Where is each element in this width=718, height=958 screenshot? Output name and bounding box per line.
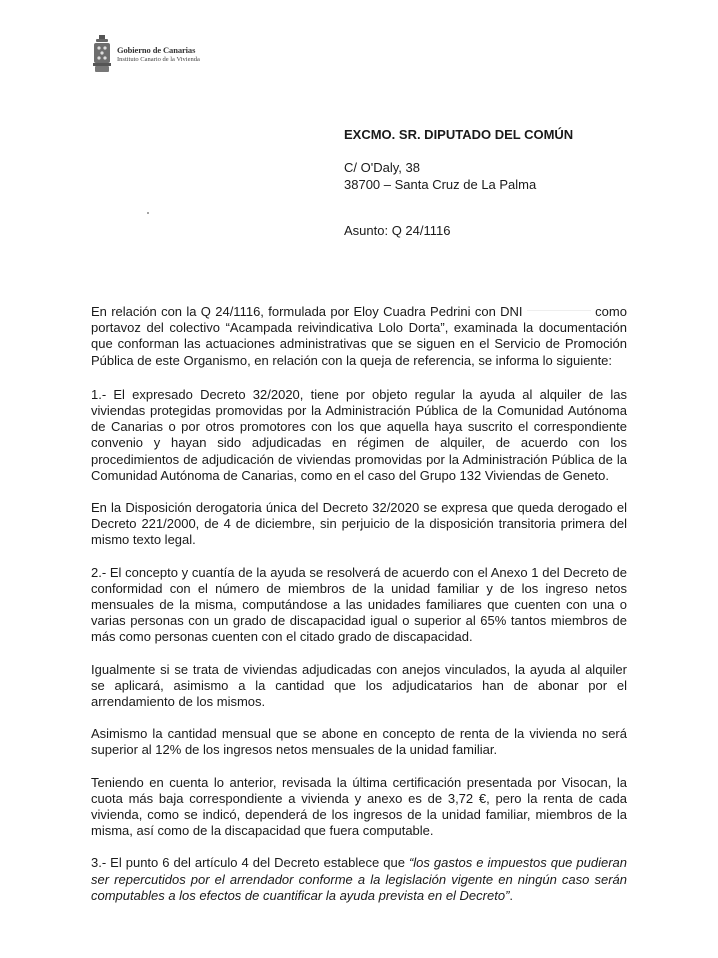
paragraph-3: 2.- El concepto y cuantía de la ayuda se resolverá de acuerdo con el Anexo 1 del Decreto de conformidad con el número de miembros de la unidad familiar y de los ingreso netos mensuales de la misma, computándose a las unidades familiares que cuenten con una o varias personas con un grado de discapacidad igual o superior al 65% tantos miembros de más como personas cuenten con el citado grado de discapacidad. (91, 564, 627, 645)
address-street: C/ O'Daly, 38 (344, 160, 420, 175)
intro-text: En relación con la Q 24/1116, formulada por Eloy Cuadra Pedrini con DNI (91, 304, 523, 319)
paragraph-2: En la Disposición derogatoria única del Decreto 32/2020 se expresa que queda derogado el Decreto 221/2000, de 4 de diciembre, sin perjuicio de la disposición transitoria primera del mismo texto legal. (91, 500, 627, 548)
org-logo (92, 34, 200, 74)
paragraph-4: Igualmente si se trata de viviendas adjudicadas con anejos vinculados, la ayuda al alquiler se aplicará, asimismo a la cantidad que los adjudicatarios han de abonar por el arrendamiento de los mismos. (91, 661, 627, 710)
decree-quote: “los gastos e impuestos que pudieran ser repercutidos por el arrendador conforme a la legislación vigente en ningún caso serán computables a los efectos de cuantificar la ayuda prevista en el Decreto” (91, 855, 628, 903)
letter-body (91, 304, 627, 920)
address-block (344, 126, 573, 239)
org-subname: Instituto Canario de la Vivienda (117, 55, 200, 63)
coat-of-arms-icon (92, 34, 112, 74)
org-name: Gobierno de Canarias (117, 44, 196, 55)
address-city: 38700 – Santa Cruz de La Palma (344, 177, 537, 192)
scan-speck (147, 212, 149, 214)
paragraph-7-lead: 3.- El punto 6 del artículo 4 del Decreto establece que (91, 855, 409, 871)
paragraph-6: Teniendo en cuenta lo anterior, revisada la última certificación presentada por Visocan, la cuota más baja correspondiente a vivienda y anexo es de 3,72 €, pero la renta de cada vivienda, como se indicó, dependerá de los ingresos de la unidad familiar, miembros de la misma, así como de la discapacidad que fuera computable. (91, 774, 627, 839)
paragraph-7-end: . (509, 887, 514, 903)
paragraph-5: Asimismo la cantidad mensual que se abone en concepto de renta de la vivienda no será superior al 12% de los ingresos netos mensuales de la unidad familiar. (91, 726, 627, 758)
subject-line: Asunto: Q 24/1116 (344, 223, 451, 238)
recipient-title: EXCMO. SR. DIPUTADO DEL COMÚN (344, 127, 574, 142)
paragraph-1: 1.- El expresado Decreto 32/2020, tiene por objeto regular la ayuda al alquiler de las viviendas protegidas promovidas por la Administración Pública de la Comunidad Autónoma de Canarias o por otros promotores con los que aquella haya suscrito el correspondiente convenio y hayan sido adjudicadas en régimen de alquiler, de acuerdo con los procedimientos de adjudicación de viviendas promovidas por la Administración Pública de la Comunidad Autónoma de Canarias, como en el caso del Grupo 132 Viviendas de Geneto. (91, 386, 627, 483)
intro-paragraph (91, 304, 627, 369)
paragraph-7 (91, 855, 627, 904)
intro-text-rest: como portavoz del colectivo “Acampada reivindicativa Lolo Dorta”, examinada la documentación que conforman las actuaciones administrativas que se siguen en el Servicio de Promoción Pública de este Organismo, en relación con la queja de referencia, se informa lo siguiente: (91, 304, 627, 368)
redacted-dni (527, 304, 591, 315)
